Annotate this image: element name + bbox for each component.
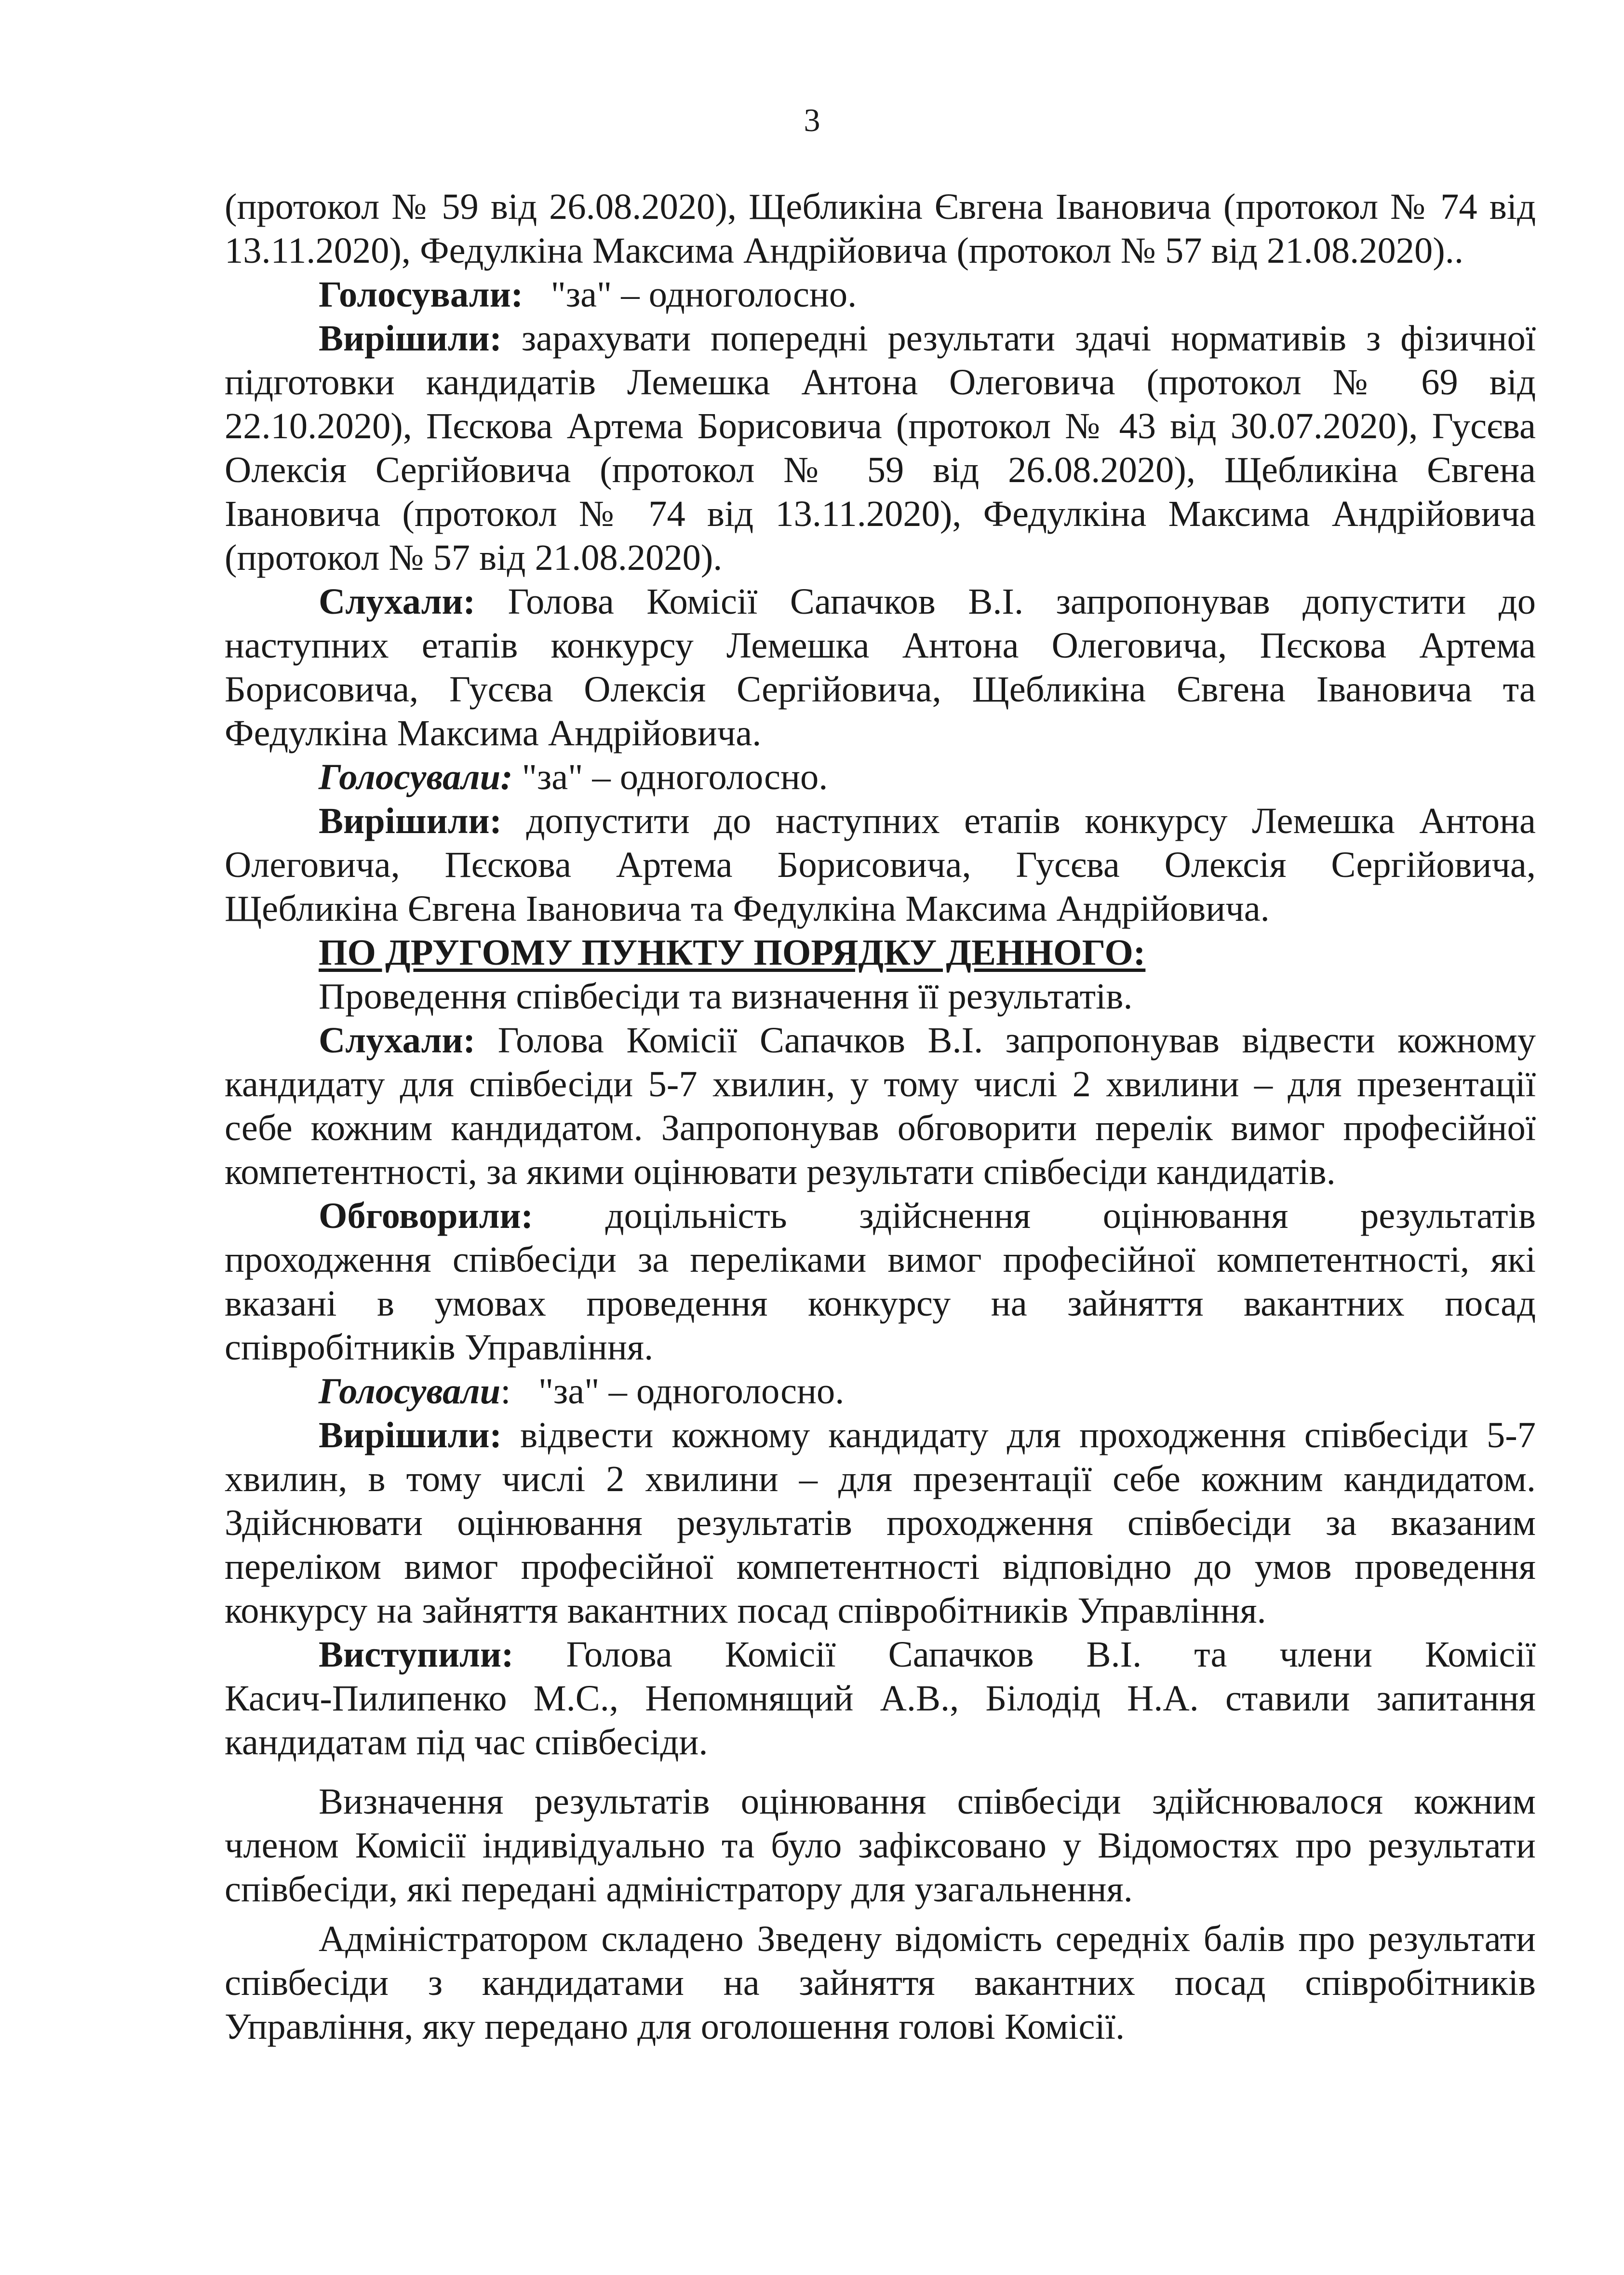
voting-paragraph (225, 1369, 1536, 1413)
text-line (225, 1632, 1536, 1676)
text-line (225, 579, 1536, 623)
paragraph-text: "за" – одноголосно. (512, 756, 828, 797)
text-line: кандидату для співбесіди 5-7 хвилин, у тому числі 2 хвилини – для презентації (225, 1063, 1536, 1104)
paragraph-text: зарахувати попередні результати здачі нормативів з фізичної (502, 318, 1536, 359)
paragraph-text: : "за" – одноголосно. (500, 1371, 845, 1412)
voting-paragraph (225, 272, 1536, 316)
paragraph-text: Голова Комісії Сапачков В.І. запропонував відвести кожному (475, 1020, 1536, 1061)
paragraph-text: Голова Комісії Сапачков В.І. та члени Комісії (513, 1634, 1536, 1675)
page-number: 3 (804, 102, 820, 138)
text-line: Касич-Пилипенко М.С., Непомнящий А.В., Білодід Н.А. ставили запитання (225, 1678, 1536, 1719)
paragraph-label: Слухали: (319, 581, 476, 622)
text-line: (протокол № 59 від 26.08.2020), Щебликіна Євгена Івановича (протокол № 74 від (225, 186, 1536, 227)
spoke-paragraph (225, 1632, 1536, 1764)
text-line: Управління, яку передано для оголошення голові Комісії. (225, 2006, 1125, 2047)
text-line: хвилин, в тому числі 2 хвилини – для презентації себе кожним кандидатом. (225, 1458, 1536, 1499)
text-line (225, 1413, 1536, 1457)
text-line: співбесіди, які передані адміністратору для узагальнення. (225, 1869, 1133, 1910)
text-line: себе кожним кандидатом. Запропонував обговорити перелік вимог професійної (225, 1107, 1536, 1148)
paragraph-label: Голосували (319, 1371, 501, 1412)
text-line: Визначення результатів оцінювання співбесіди здійснювалося кожним (319, 1781, 1536, 1822)
text-line: кандидатам під час співбесіди. (225, 1722, 708, 1763)
text-line: проходження співбесіди за переліками вимог професійної компетентності, які (225, 1239, 1536, 1280)
summary-paragraph (225, 1917, 1536, 2048)
text-line: переліком вимог професійної компетентності відповідно до умов проведення (225, 1546, 1536, 1587)
text-line: компетентності, за якими оцінювати результати співбесіди кандидатів. (225, 1151, 1336, 1192)
text-line: Щебликіна Євгена Івановича та Федулкіна Максима Андрійовича. (225, 888, 1270, 929)
text-line (225, 316, 1536, 360)
agenda-item-text: Проведення співбесіди та визначення її результатів. (319, 976, 1133, 1017)
document-body (225, 185, 1536, 2048)
text-line: Борисовича, Гусєва Олексія Сергійовича, Щебликіна Євгена Івановича та (225, 669, 1536, 710)
text-line: Олеговича, Пєскова Артема Борисовича, Гусєва Олексія Сергійовича, (225, 844, 1536, 885)
paragraph-label: Вирішили: (319, 1414, 502, 1455)
results-paragraph (225, 1779, 1536, 1911)
text-line: наступних етапів конкурсу Лемешка Антона Олеговича, Пєскова Артема (225, 625, 1536, 666)
text-line: 22.10.2020), Пєскова Артема Борисовича (протокол № 43 від 30.07.2020), Гусєва (225, 405, 1536, 446)
heard-paragraph (225, 579, 1536, 755)
paragraph-label: Голосували: (319, 274, 523, 315)
paragraph-text: Голова Комісії Сапачков В.І. запропонував допустити до (475, 581, 1536, 622)
text-line: членом Комісії індивідуально та було зафіксовано у Відомостях про результати (225, 1825, 1536, 1866)
paragraph-label: Слухали: (319, 1020, 476, 1061)
text-line: вказані в умовах проведення конкурсу на зайняття вакантних посад (225, 1283, 1536, 1324)
paragraph-text: "за" – одноголосно. (523, 274, 857, 315)
text-line (225, 1018, 1536, 1062)
section-heading: ПО ДРУГОМУ ПУНКТУ ПОРЯДКУ ДЕННОГО: (319, 932, 1146, 973)
paragraph-label: Виступили: (319, 1634, 514, 1675)
text-line (225, 1194, 1536, 1238)
text-line: Федулкіна Максима Андрійовича. (225, 713, 762, 754)
text-line: конкурсу на зайняття вакантних посад співробітників Управління. (225, 1590, 1266, 1631)
text-line (225, 799, 1536, 843)
text-line: Адміністратором складено Зведену відомість середніх балів про результати (319, 1918, 1536, 1959)
paragraph-label: Вирішили: (319, 800, 502, 841)
text-line: співбесіди з кандидатами на зайняття вакантних посад співробітників (225, 1962, 1536, 2003)
paragraph-text: доцільність здійснення оцінювання результатів (533, 1195, 1536, 1236)
paragraph-text: допустити до наступних етапів конкурсу Лемешка Антона (502, 800, 1536, 841)
text-line: Здійснювати оцінювання результатів проходження співбесіди за вказаним (225, 1502, 1536, 1543)
paragraph-label: Вирішили: (319, 318, 502, 359)
paragraph-label: Обговорили: (319, 1195, 534, 1236)
text-line: (протокол № 57 від 21.08.2020). (225, 537, 723, 578)
text-line: Олексія Сергійовича (протокол № 59 від 26.08.2020), Щебликіна Євгена (225, 449, 1536, 490)
discussed-paragraph (225, 1194, 1536, 1369)
text-line: Івановича (протокол № 74 від 13.11.2020), Федулкіна Максима Андрійовича (225, 493, 1536, 534)
decision-paragraph (225, 799, 1536, 930)
decision-paragraph (225, 1413, 1536, 1632)
decision-paragraph (225, 316, 1536, 579)
paragraph-text: відвести кожному кандидату для проходження співбесіди 5-7 (502, 1414, 1536, 1455)
text-line: 13.11.2020), Федулкіна Максима Андрійовича (протокол № 57 від 21.08.2020).. (225, 230, 1463, 271)
heard-paragraph (225, 1018, 1536, 1194)
voting-paragraph (225, 755, 1536, 799)
paragraph-label: Голосували: (319, 756, 513, 797)
continuation-paragraph (225, 185, 1536, 272)
text-line: співробітників Управління. (225, 1327, 654, 1368)
text-line: підготовки кандидатів Лемешка Антона Олеговича (протокол № 69 від (225, 362, 1536, 403)
